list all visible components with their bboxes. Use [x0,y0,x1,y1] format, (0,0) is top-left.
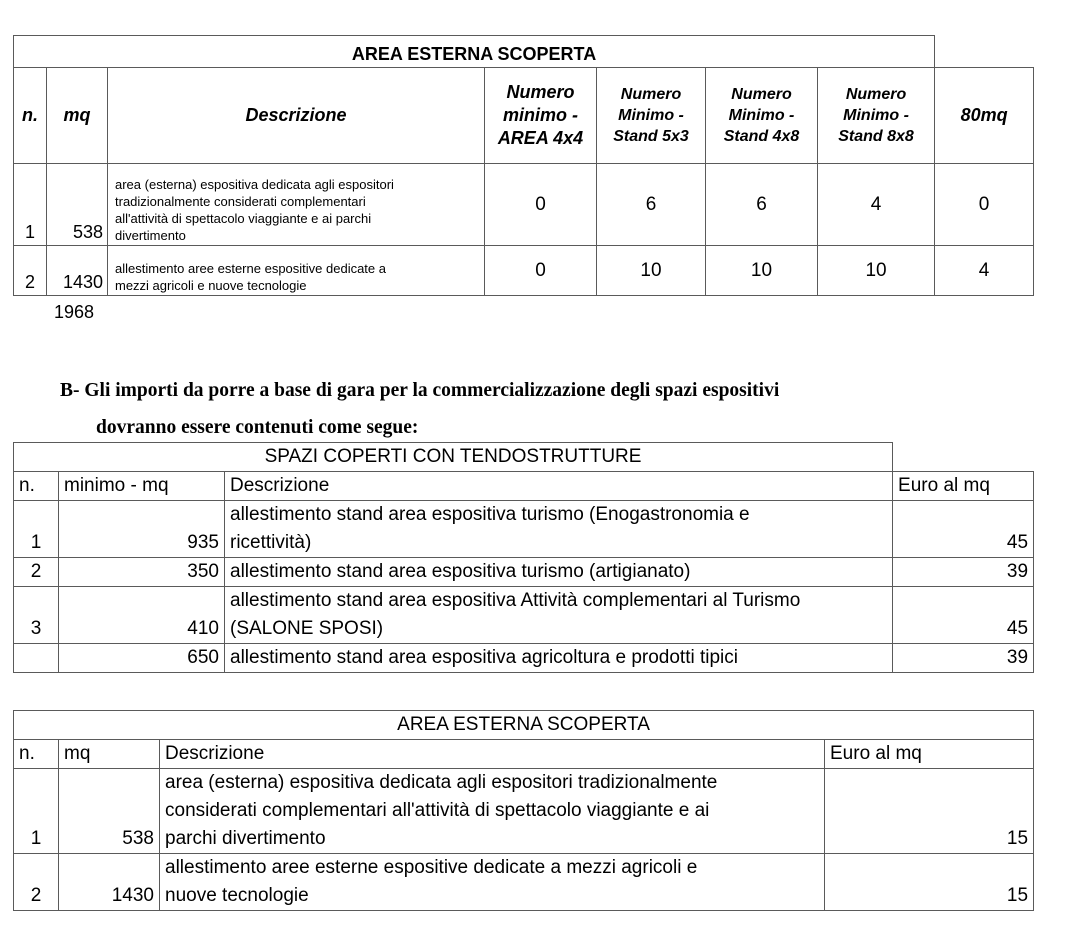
cell-descrizione: area (esterna) espositiva dedicata agli espositori tradizionalmente considerati complementari all'attività di spettacolo viaggiante e ai parchi divertimento [160,769,825,854]
header-mq: minimo - mq [59,472,225,501]
cell-mq: 538 [47,164,108,246]
table-title: SPAZI COPERTI CON TENDOSTRUTTURE [14,443,893,472]
cell-80mq: 4 [935,246,1034,296]
cell-n: 2 [14,854,59,911]
cell-stand-5x3: 10 [597,246,706,296]
header-area-4x4: Numero minimo - AREA 4x4 [485,68,597,164]
table-row [14,769,1034,854]
cell-mq: 650 [59,644,225,673]
cell-stand-4x8: 6 [706,164,818,246]
header-n: n. [14,68,47,164]
total-mq: 1968 [54,302,95,322]
table-row [14,558,1034,587]
cell-n: 2 [14,558,59,587]
header-stand-8x8: Numero Minimo - Stand 8x8 [818,68,935,164]
cell-descrizione: allestimento aree esterne espositive dedicate a mezzi agricoli e nuove tecnologie [108,246,485,296]
cell-mq: 538 [59,769,160,854]
table-header-row [14,472,1034,501]
table-row [14,587,1034,644]
cell-mq: 1430 [47,246,108,296]
cell-descrizione: allestimento stand area espositiva turismo (Enogastronomia e ricettività) [225,501,893,558]
table-header-row [14,68,1034,164]
cell-mq: 1430 [59,854,160,911]
area-esterna-numeri-table [13,35,1034,296]
cell-stand-4x8: 10 [706,246,818,296]
table-row [14,854,1034,911]
cell-n: 2 [14,246,47,296]
header-n: n. [14,740,59,769]
paragraph-line: B- Gli importi da porre a base di gara per la commercializzazione degli spazi espositivi [60,380,780,401]
table-row [14,644,1034,673]
header-euro: Euro al mq [893,472,1034,501]
cell-area-4x4: 0 [485,246,597,296]
header-mq: mq [59,740,160,769]
paragraph-b [60,372,1040,446]
header-stand-5x3: Numero Minimo - Stand 5x3 [597,68,706,164]
cell-descrizione: allestimento stand area espositiva agricoltura e prodotti tipici [225,644,893,673]
header-descrizione: Descrizione [160,740,825,769]
cell-n [14,644,59,673]
table-title: AREA ESTERNA SCOPERTA [14,36,935,68]
cell-80mq: 0 [935,164,1034,246]
header-euro: Euro al mq [825,740,1034,769]
cell-euro: 45 [893,587,1034,644]
header-descrizione: Descrizione [108,68,485,164]
cell-mq: 350 [59,558,225,587]
table-row [14,246,1034,296]
cell-descrizione: allestimento stand area espositiva turismo (artigianato) [225,558,893,587]
empty-cell [893,443,1034,472]
cell-mq: 410 [59,587,225,644]
cell-n: 1 [14,769,59,854]
cell-area-4x4: 0 [485,164,597,246]
cell-mq: 935 [59,501,225,558]
cell-stand-8x8: 10 [818,246,935,296]
table-header-row [14,740,1034,769]
empty-cell [935,36,1034,68]
spazi-coperti-table [13,442,1034,673]
cell-euro: 45 [893,501,1034,558]
paragraph-line: dovranno essere contenuti come segue: [96,417,419,438]
cell-euro: 39 [893,644,1034,673]
cell-n: 1 [14,164,47,246]
area-esterna-prezzi-table [13,710,1034,911]
cell-euro: 15 [825,854,1034,911]
cell-n: 1 [14,501,59,558]
cell-stand-8x8: 4 [818,164,935,246]
cell-n: 3 [14,587,59,644]
header-stand-4x8: Numero Minimo - Stand 4x8 [706,68,818,164]
header-80mq: 80mq [935,68,1034,164]
header-n: n. [14,472,59,501]
cell-descrizione: allestimento stand area espositiva Attività complementari al Turismo (SALONE SPOSI) [225,587,893,644]
header-descrizione: Descrizione [225,472,893,501]
cell-descrizione: area (esterna) espositiva dedicata agli espositori tradizionalmente considerati complementari all'attività di spettacolo viaggiante e ai parchi divertimento [108,164,485,246]
cell-stand-5x3: 6 [597,164,706,246]
table-row [14,164,1034,246]
table-row [14,501,1034,558]
cell-descrizione: allestimento aree esterne espositive dedicate a mezzi agricoli e nuove tecnologie [160,854,825,911]
table-title: AREA ESTERNA SCOPERTA [14,711,1034,740]
cell-euro: 15 [825,769,1034,854]
header-mq: mq [47,68,108,164]
cell-euro: 39 [893,558,1034,587]
